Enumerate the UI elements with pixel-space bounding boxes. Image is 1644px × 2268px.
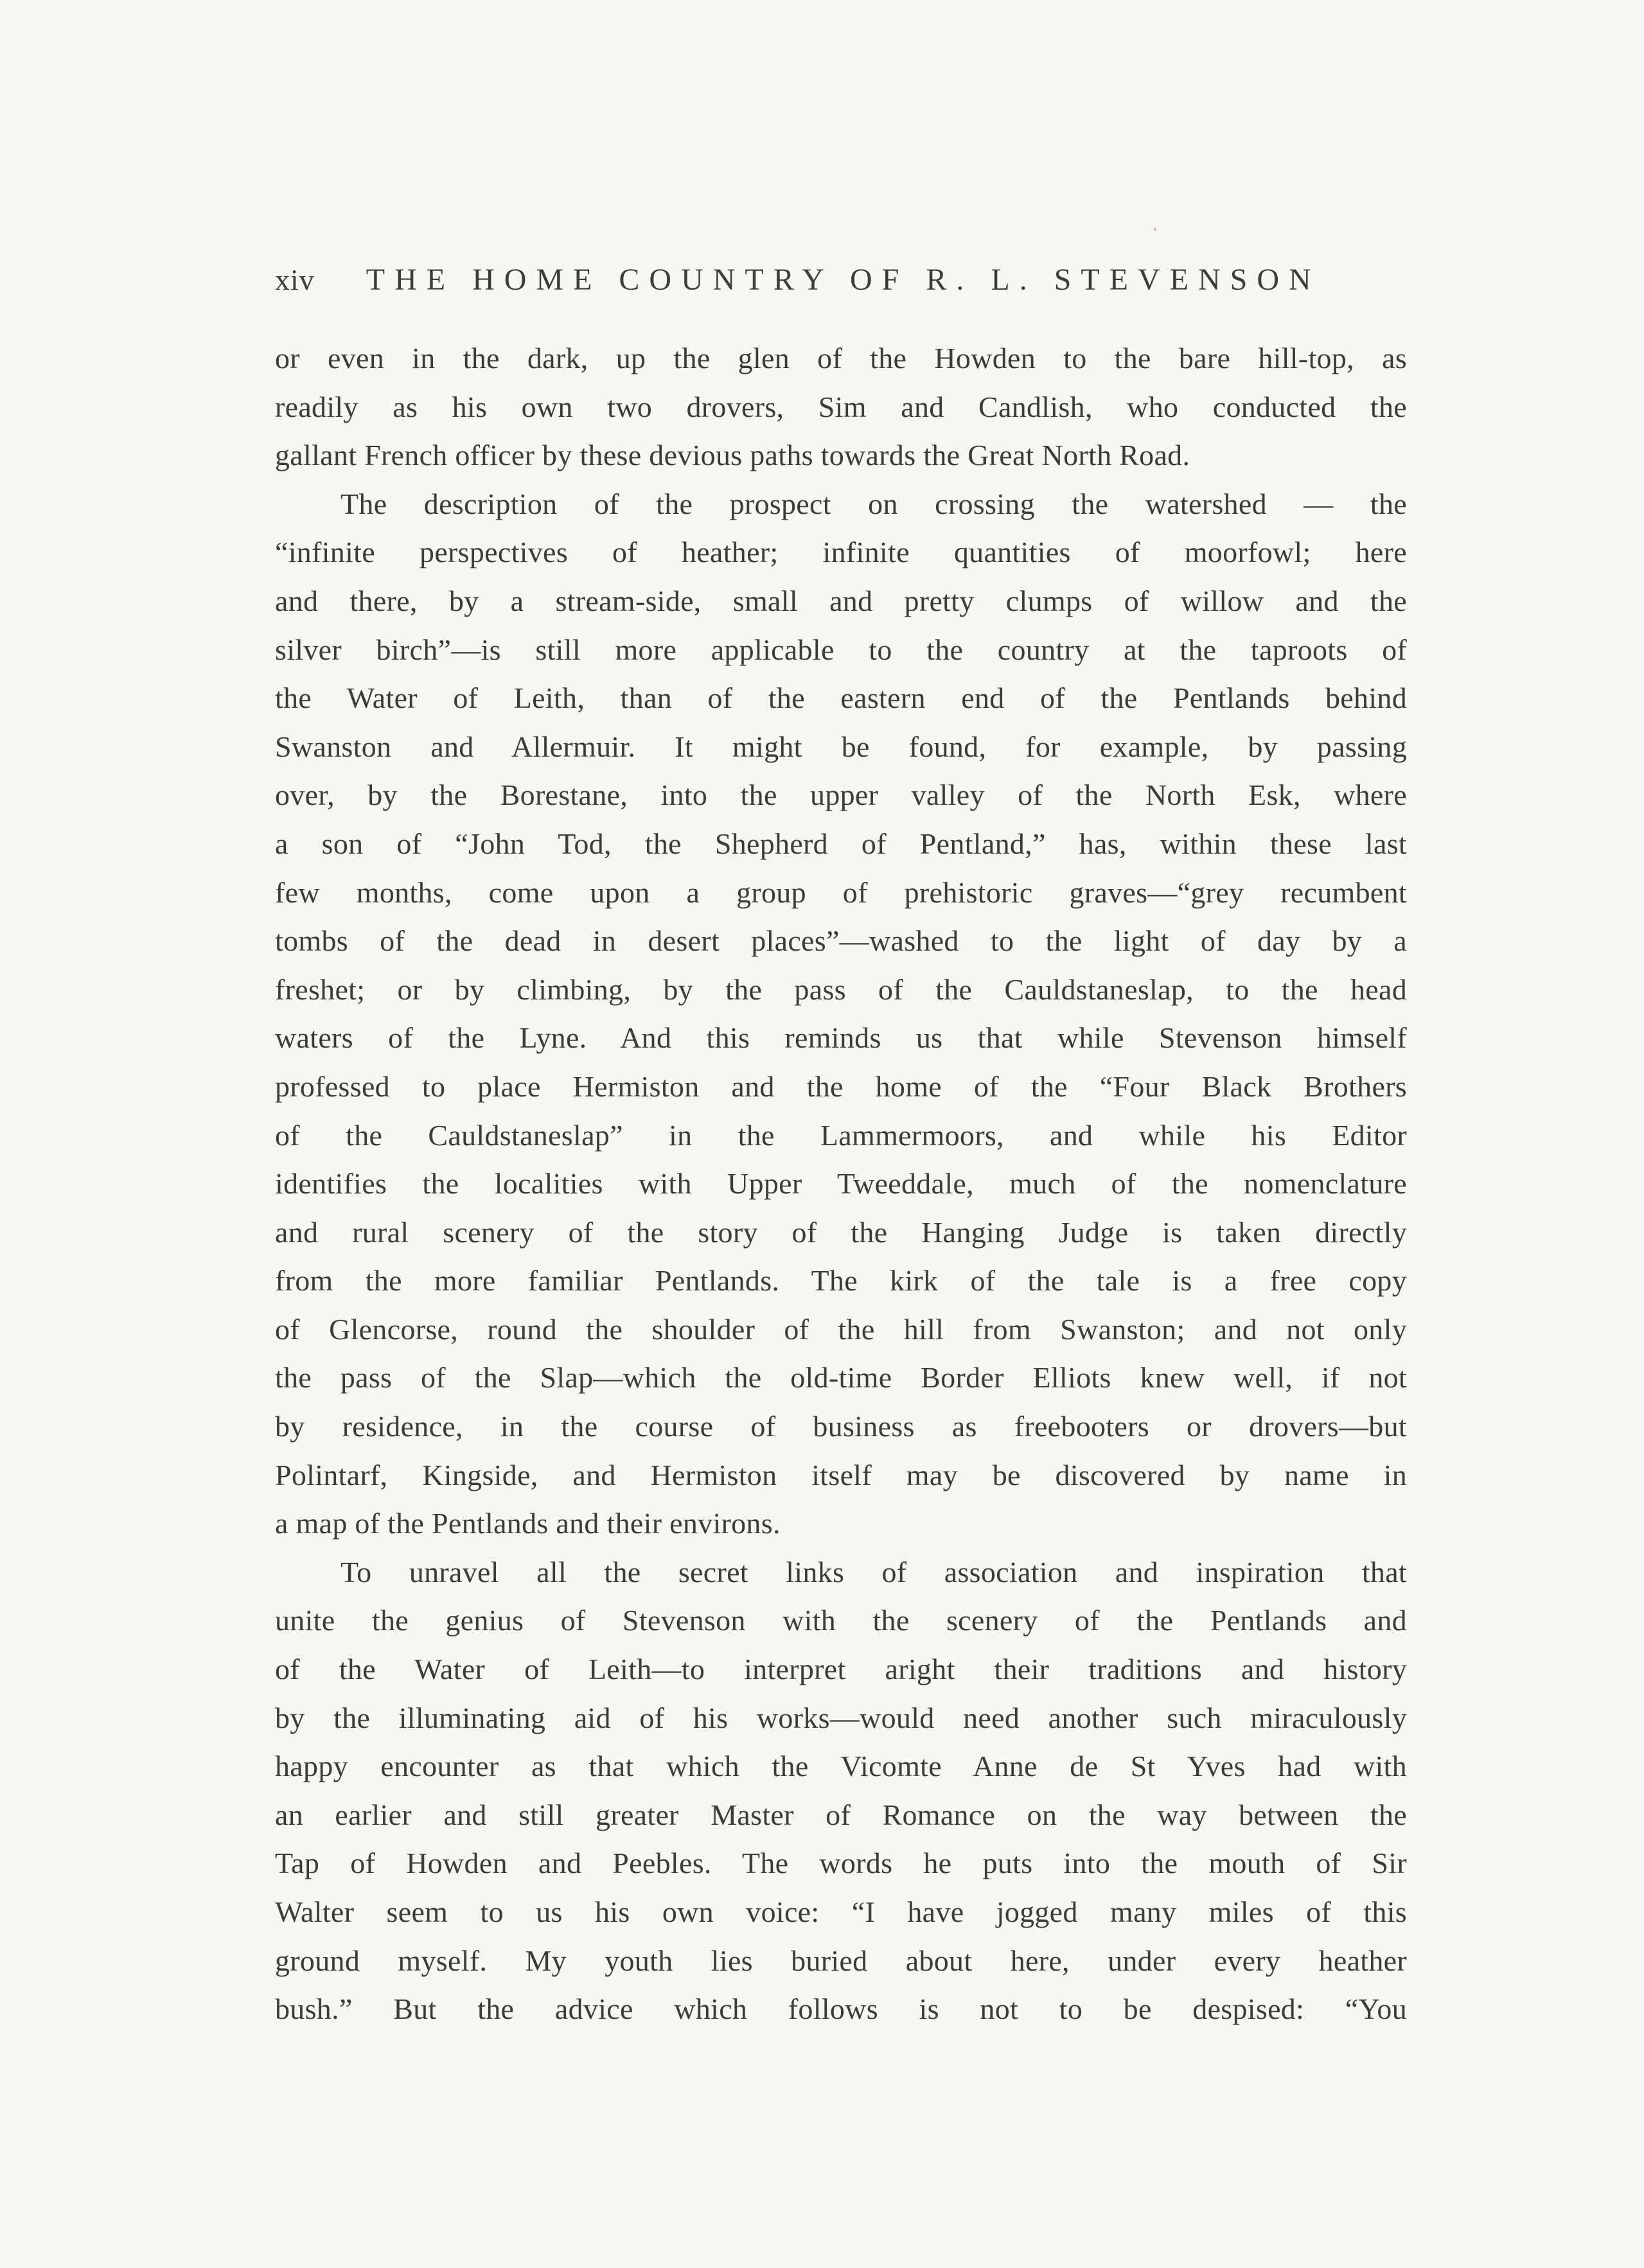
text-line: a son of “John Tod, the Shepherd of Pentland,” has, within these last bbox=[275, 827, 1407, 860]
text-line: Swanston and Allermuir. It might be found, for example, by passing bbox=[275, 730, 1407, 763]
text-line: or even in the dark, up the glen of the Howden to the bare hill-top, as bbox=[275, 342, 1407, 374]
text-line: “infinite perspectives of heather; infinite quantities of moorfowl; here bbox=[275, 536, 1407, 569]
text-line: Polintarf, Kingside, and Hermiston itself may be discovered by name in bbox=[275, 1458, 1407, 1491]
text-line: bush.” But the advice which follows is not to be despised: “You bbox=[275, 1992, 1407, 2026]
text-line: and there, by a stream-side, small and pretty clumps of willow and the bbox=[275, 584, 1407, 617]
text-line: the pass of the Slap—which the old-time Border Elliots knew well, if not bbox=[275, 1361, 1407, 1394]
text-line: tombs of the dead in desert places”—washed to the light of day by a bbox=[275, 924, 1407, 958]
page-number: xiv bbox=[275, 263, 315, 296]
text-line: waters of the Lyne. And this reminds us that while Stevenson himself bbox=[275, 1021, 1407, 1055]
text-line: freshet; or by climbing, by the pass of the Cauldstaneslap, to the head bbox=[275, 972, 1407, 1006]
text-line: by the illuminating aid of his works—would need another such miraculously bbox=[275, 1701, 1407, 1734]
text-line: over, by the Borestane, into the upper valley of the North Esk, where bbox=[275, 778, 1407, 812]
body-text bbox=[275, 334, 1407, 2034]
text-line: happy encounter as that which the Vicomte Anne de St Yves had with bbox=[275, 1750, 1407, 1783]
text-line: The description of the prospect on crossing the watershed — the bbox=[340, 487, 1407, 520]
text-line: gallant French officer by these devious paths towards the Great North Road. bbox=[275, 439, 1190, 472]
running-title: THE HOME COUNTRY OF R. L. STEVENSON bbox=[366, 263, 1321, 297]
text-line: of the Water of Leith—to interpret aright their traditions and history bbox=[275, 1653, 1407, 1686]
running-head bbox=[275, 262, 1336, 307]
text-line: from the more familiar Pentlands. The kirk of the tale is a free copy bbox=[275, 1264, 1407, 1297]
text-line: Tap of Howden and Peebles. The words he puts into the mouth of Sir bbox=[275, 1847, 1407, 1880]
text-line: the Water of Leith, than of the eastern end of the Pentlands behind bbox=[275, 681, 1407, 715]
text-line: Walter seem to us his own voice: “I have jogged many miles of this bbox=[275, 1895, 1407, 1928]
text-line: readily as his own two drovers, Sim and Candlish, who conducted the bbox=[275, 390, 1407, 423]
text-line: of Glencorse, round the shoulder of the hill from Swanston; and not only bbox=[275, 1312, 1407, 1346]
text-line: by residence, in the course of business as freebooters or drovers—but bbox=[275, 1410, 1407, 1443]
text-line: identifies the localities with Upper Tweeddale, much of the nomenclature bbox=[275, 1167, 1407, 1200]
text-line: few months, come upon a group of prehistoric graves—“grey recumbent bbox=[275, 875, 1407, 909]
text-line: silver birch”—is still more applicable to the country at the taproots of bbox=[275, 633, 1407, 666]
text-line: ground myself. My youth lies buried about here, under every heather bbox=[275, 1944, 1407, 1977]
text-line: a map of the Pentlands and their environs. bbox=[275, 1507, 781, 1540]
paper-speck bbox=[1154, 228, 1156, 231]
text-line: of the Cauldstaneslap” in the Lammermoors, and while his Editor bbox=[275, 1118, 1407, 1152]
text-line: To unravel all the secret links of association and inspiration that bbox=[340, 1555, 1407, 1588]
text-line: an earlier and still greater Master of Romance on the way between the bbox=[275, 1798, 1407, 1831]
text-line: unite the genius of Stevenson with the scenery of the Pentlands and bbox=[275, 1604, 1407, 1637]
text-line: and rural scenery of the story of the Hanging Judge is taken directly bbox=[275, 1215, 1407, 1249]
text-line: professed to place Hermiston and the home of the “Four Black Brothers bbox=[275, 1069, 1407, 1103]
